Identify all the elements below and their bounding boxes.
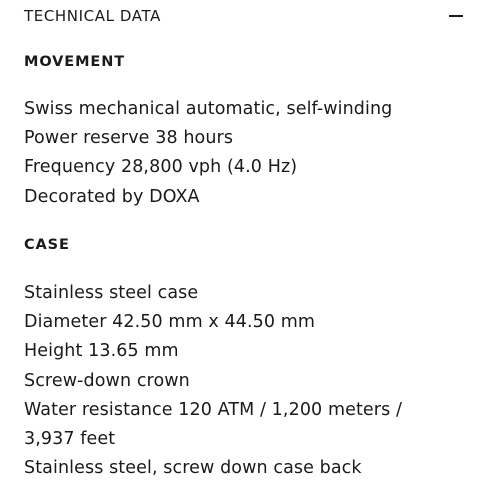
movement-spec-line: Power reserve 38 hours (24, 128, 234, 148)
case-spec-line: Water resistance 120 ATM / 1,200 meters / (24, 400, 402, 420)
case-spec-line: Screw-down crown (24, 371, 190, 391)
case-spec-line: Height 13.65 mm (24, 341, 179, 361)
movement-heading: MOVEMENT (24, 54, 126, 70)
minus-icon[interactable] (447, 7, 465, 25)
movement-spec-line: Frequency 28,800 vph (4.0 Hz) (24, 157, 298, 177)
case-spec-line: Stainless steel, screw down case back (24, 458, 362, 478)
movement-spec-line: Decorated by DOXA (24, 187, 200, 207)
case-spec-line: 3,937 feet (24, 429, 116, 449)
case-spec-line: Diameter 42.50 mm x 44.50 mm (24, 312, 316, 332)
case-spec-line: Stainless steel case (24, 283, 199, 303)
accordion-title: TECHNICAL DATA (24, 7, 161, 25)
case-heading: CASE (24, 237, 70, 253)
movement-spec-line: Swiss mechanical automatic, self-winding (24, 99, 393, 119)
technical-data-accordion-header[interactable] (0, 0, 487, 34)
